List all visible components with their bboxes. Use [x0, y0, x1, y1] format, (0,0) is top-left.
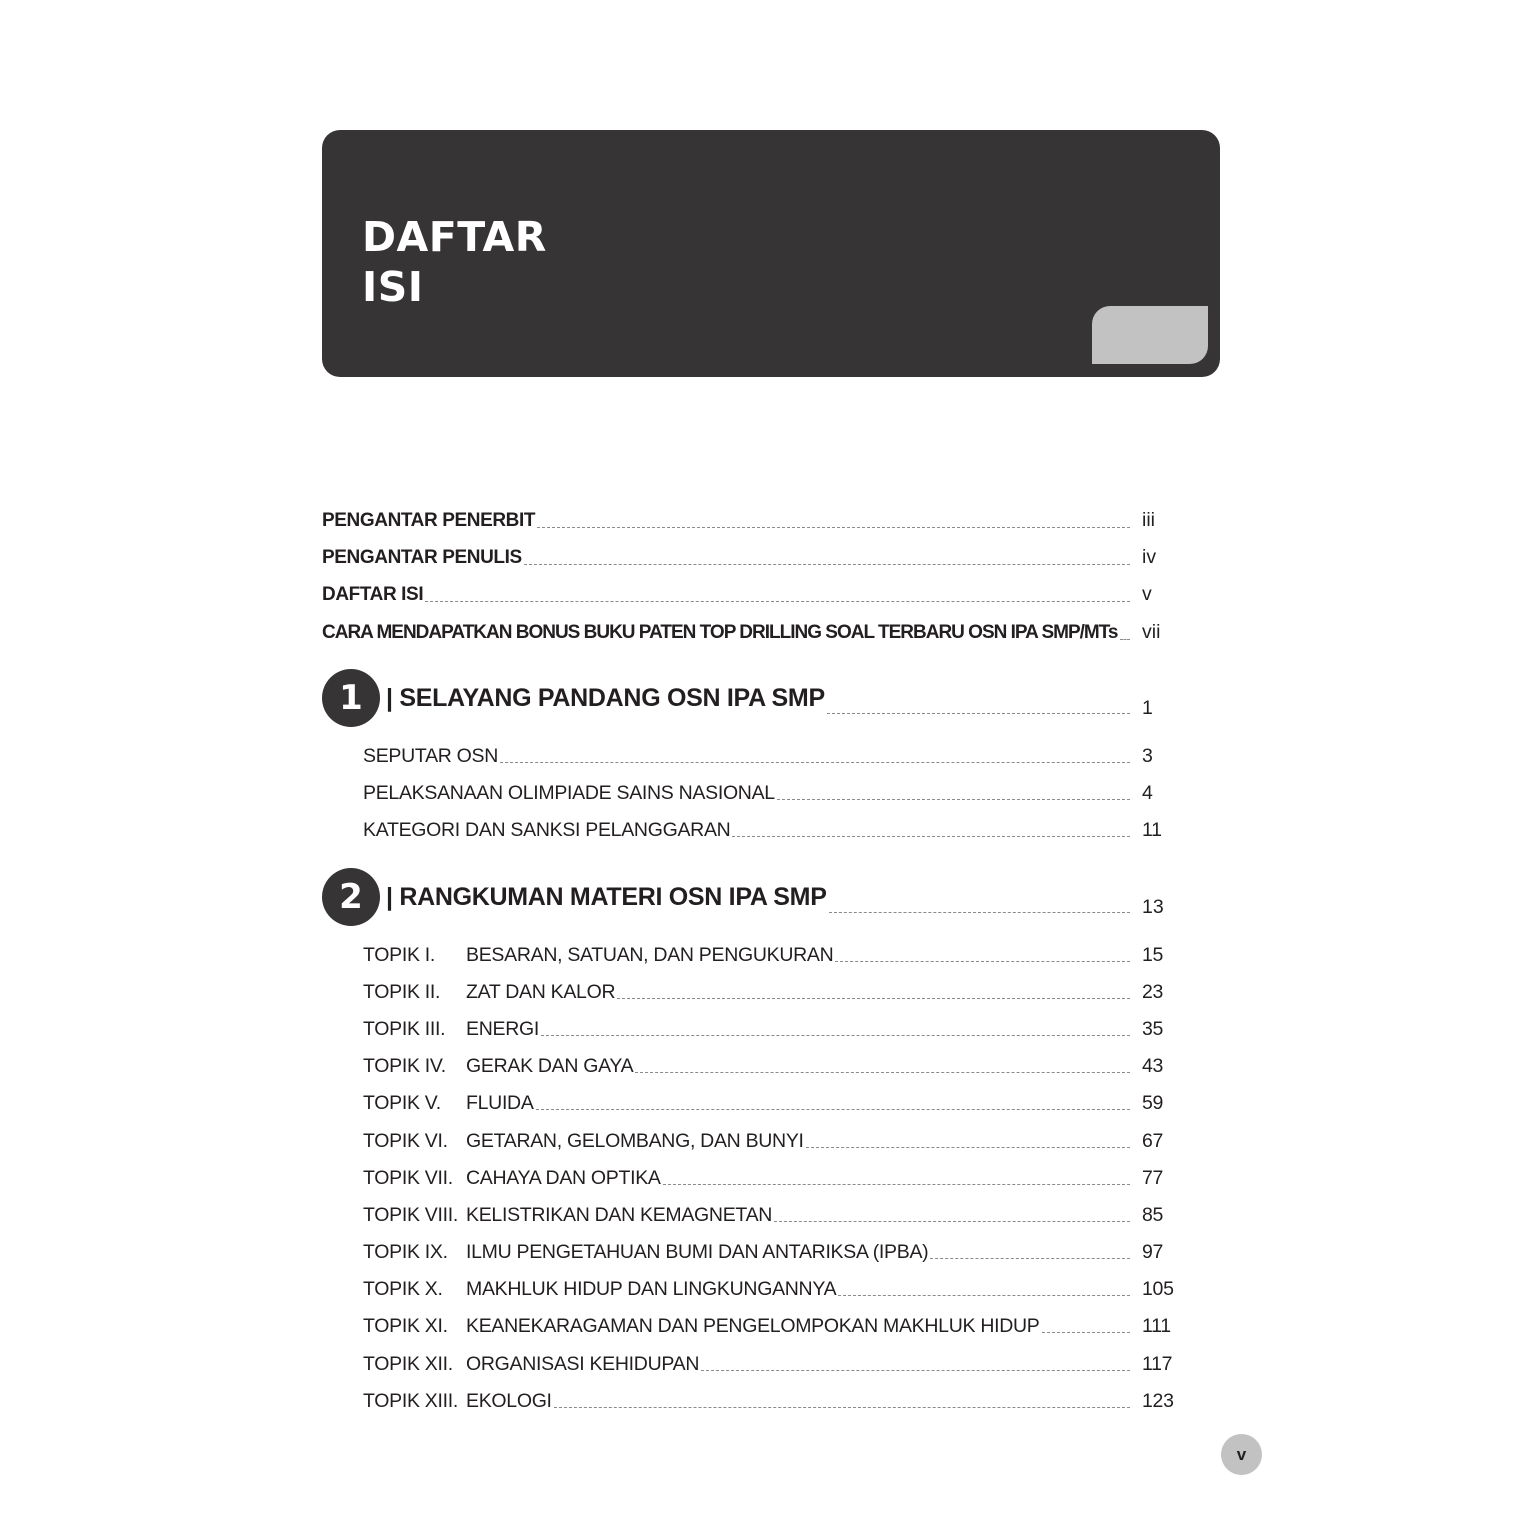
- topic-number: TOPIK X.: [363, 1278, 443, 1300]
- toc-entry-page: v: [1142, 583, 1152, 605]
- topic-number: TOPIK IV.: [363, 1055, 446, 1077]
- dot-leader: [838, 1294, 1130, 1296]
- chapter-title: | SELAYANG PANDANG OSN IPA SMP: [386, 683, 825, 712]
- dot-leader: [774, 1220, 1130, 1222]
- topic-page: 43: [1142, 1055, 1164, 1077]
- chapter-heading[interactable]: [322, 867, 1190, 927]
- topic-page: 67: [1142, 1130, 1164, 1152]
- topic-page: 35: [1142, 1018, 1164, 1040]
- topic-number: TOPIK IX.: [363, 1241, 448, 1263]
- chapter-title: | RANGKUMAN MATERI OSN IPA SMP: [386, 882, 827, 911]
- toc-entry-label: PENGANTAR PENULIS: [322, 547, 522, 568]
- topic-entry[interactable]: [363, 1202, 1190, 1228]
- toc-entry-page: 3: [1142, 745, 1153, 767]
- topic-label: EKOLOGI: [466, 1390, 552, 1412]
- topic-entry[interactable]: [363, 1165, 1190, 1191]
- topic-page: 23: [1142, 981, 1164, 1003]
- header-banner: [322, 130, 1220, 377]
- topic-number: TOPIK VIII.: [363, 1204, 458, 1226]
- topic-label: CAHAYA DAN OPTIKA: [466, 1167, 661, 1189]
- topic-number: TOPIK VII.: [363, 1167, 453, 1189]
- topic-label: ZAT DAN KALOR: [466, 981, 616, 1003]
- dot-leader: [554, 1406, 1130, 1408]
- topic-label: ORGANISASI KEHIDUPAN: [466, 1353, 700, 1375]
- topic-number: TOPIK XII.: [363, 1353, 453, 1375]
- dot-leader: [617, 997, 1130, 999]
- dot-leader: [1042, 1331, 1131, 1333]
- toc-entry-label: CARA MENDAPATKAN BONUS BUKU PATEN TOP DRILLING SOAL TERBARU OSN IPA SMP/MTs: [322, 622, 1118, 643]
- topic-number: TOPIK XIII.: [363, 1390, 458, 1412]
- topic-number: TOPIK II.: [363, 981, 441, 1003]
- toc-entry-label: PELAKSANAAN OLIMPIADE SAINS NASIONAL: [363, 782, 775, 804]
- toc-entry[interactable]: [322, 544, 1190, 571]
- chapter-number-badge: 1: [322, 669, 380, 727]
- topic-entry[interactable]: [363, 942, 1190, 968]
- dot-leader: [777, 798, 1130, 800]
- dot-leader: [829, 911, 1130, 913]
- topic-page: 117: [1142, 1353, 1173, 1375]
- chapter-heading[interactable]: [322, 668, 1190, 728]
- dot-leader: [930, 1257, 1130, 1259]
- page-title: [362, 212, 547, 312]
- toc-entry[interactable]: [363, 817, 1190, 843]
- topic-label: GETARAN, GELOMBANG, DAN BUNYI: [466, 1130, 804, 1152]
- toc-entry[interactable]: [363, 743, 1190, 769]
- toc-entry-page: 4: [1142, 782, 1153, 804]
- topic-entry[interactable]: [363, 1276, 1190, 1302]
- topic-label: KEANEKARAGAMAN DAN PENGELOMPOKAN MAKHLUK HIDUP: [466, 1315, 1040, 1337]
- topic-entry[interactable]: [363, 1388, 1190, 1414]
- dot-leader: [541, 1034, 1130, 1036]
- topic-page: 111: [1142, 1315, 1171, 1337]
- dot-leader: [732, 835, 1130, 837]
- topic-page: 105: [1142, 1278, 1174, 1300]
- topic-label: MAKHLUK HIDUP DAN LINGKUNGANNYA: [466, 1278, 837, 1300]
- toc-entry-label: PENGANTAR PENERBIT: [322, 510, 536, 531]
- topic-number: TOPIK III.: [363, 1018, 446, 1040]
- topic-entry[interactable]: [363, 1313, 1190, 1339]
- topic-label: KELISTRIKAN DAN KEMAGNETAN: [466, 1204, 773, 1226]
- topic-number: TOPIK XI.: [363, 1315, 448, 1337]
- topic-page: 97: [1142, 1241, 1164, 1263]
- topic-page: 15: [1142, 944, 1164, 966]
- topic-number: TOPIK V.: [363, 1092, 441, 1114]
- title-line-2: ISI: [362, 263, 424, 311]
- toc-entry-label: DAFTAR ISI: [322, 584, 424, 605]
- toc-entry[interactable]: [322, 581, 1190, 608]
- title-line-1: DAFTAR: [362, 213, 547, 261]
- topic-page: 77: [1142, 1167, 1164, 1189]
- dot-leader: [500, 761, 1130, 763]
- toc-entry-page: iii: [1142, 509, 1155, 531]
- dot-leader: [536, 1108, 1130, 1110]
- toc-entry-label: SEPUTAR OSN: [363, 745, 499, 767]
- topic-page: 85: [1142, 1204, 1164, 1226]
- dot-leader: [524, 563, 1130, 565]
- header-tab-decoration: [1092, 306, 1208, 364]
- chapter-number-badge: 2: [322, 868, 380, 926]
- page-number-badge: v: [1221, 1434, 1262, 1475]
- dot-leader: [827, 712, 1130, 714]
- topic-number: TOPIK I.: [363, 944, 436, 966]
- topic-entry[interactable]: [363, 1090, 1190, 1116]
- toc-entry-page: vii: [1142, 621, 1161, 643]
- topic-label: FLUIDA: [466, 1092, 534, 1114]
- topic-entry[interactable]: [363, 1351, 1190, 1377]
- topic-entry[interactable]: [363, 1128, 1190, 1154]
- dot-leader: [835, 960, 1130, 962]
- topic-number: TOPIK VI.: [363, 1130, 448, 1152]
- dot-leader: [663, 1183, 1130, 1185]
- topic-page: 123: [1142, 1390, 1174, 1412]
- topic-label: ILMU PENGETAHUAN BUMI DAN ANTARIKSA (IPBA): [466, 1241, 929, 1263]
- topic-entry[interactable]: [363, 1016, 1190, 1042]
- topic-entry[interactable]: [363, 979, 1190, 1005]
- topic-entry[interactable]: [363, 1239, 1190, 1265]
- dot-leader: [1120, 638, 1130, 640]
- topic-label: GERAK DAN GAYA: [466, 1055, 634, 1077]
- chapter-page: 13: [1142, 896, 1164, 918]
- toc-entry[interactable]: [322, 507, 1190, 534]
- topic-entry[interactable]: [363, 1053, 1190, 1079]
- dot-leader: [806, 1146, 1130, 1148]
- dot-leader: [701, 1369, 1130, 1371]
- toc-entry-label: KATEGORI DAN SANKSI PELANGGARAN: [363, 819, 731, 841]
- toc-entry[interactable]: [363, 780, 1190, 806]
- toc-entry-page: iv: [1142, 546, 1157, 568]
- toc-entry-page: 11: [1142, 819, 1162, 841]
- dot-leader: [537, 526, 1130, 528]
- dot-leader: [425, 600, 1130, 602]
- dot-leader: [635, 1071, 1130, 1073]
- toc-entry[interactable]: [322, 619, 1190, 646]
- chapter-page: 1: [1142, 697, 1153, 719]
- topic-label: BESARAN, SATUAN, DAN PENGUKURAN: [466, 944, 834, 966]
- topic-page: 59: [1142, 1092, 1164, 1114]
- topic-label: ENERGI: [466, 1018, 539, 1040]
